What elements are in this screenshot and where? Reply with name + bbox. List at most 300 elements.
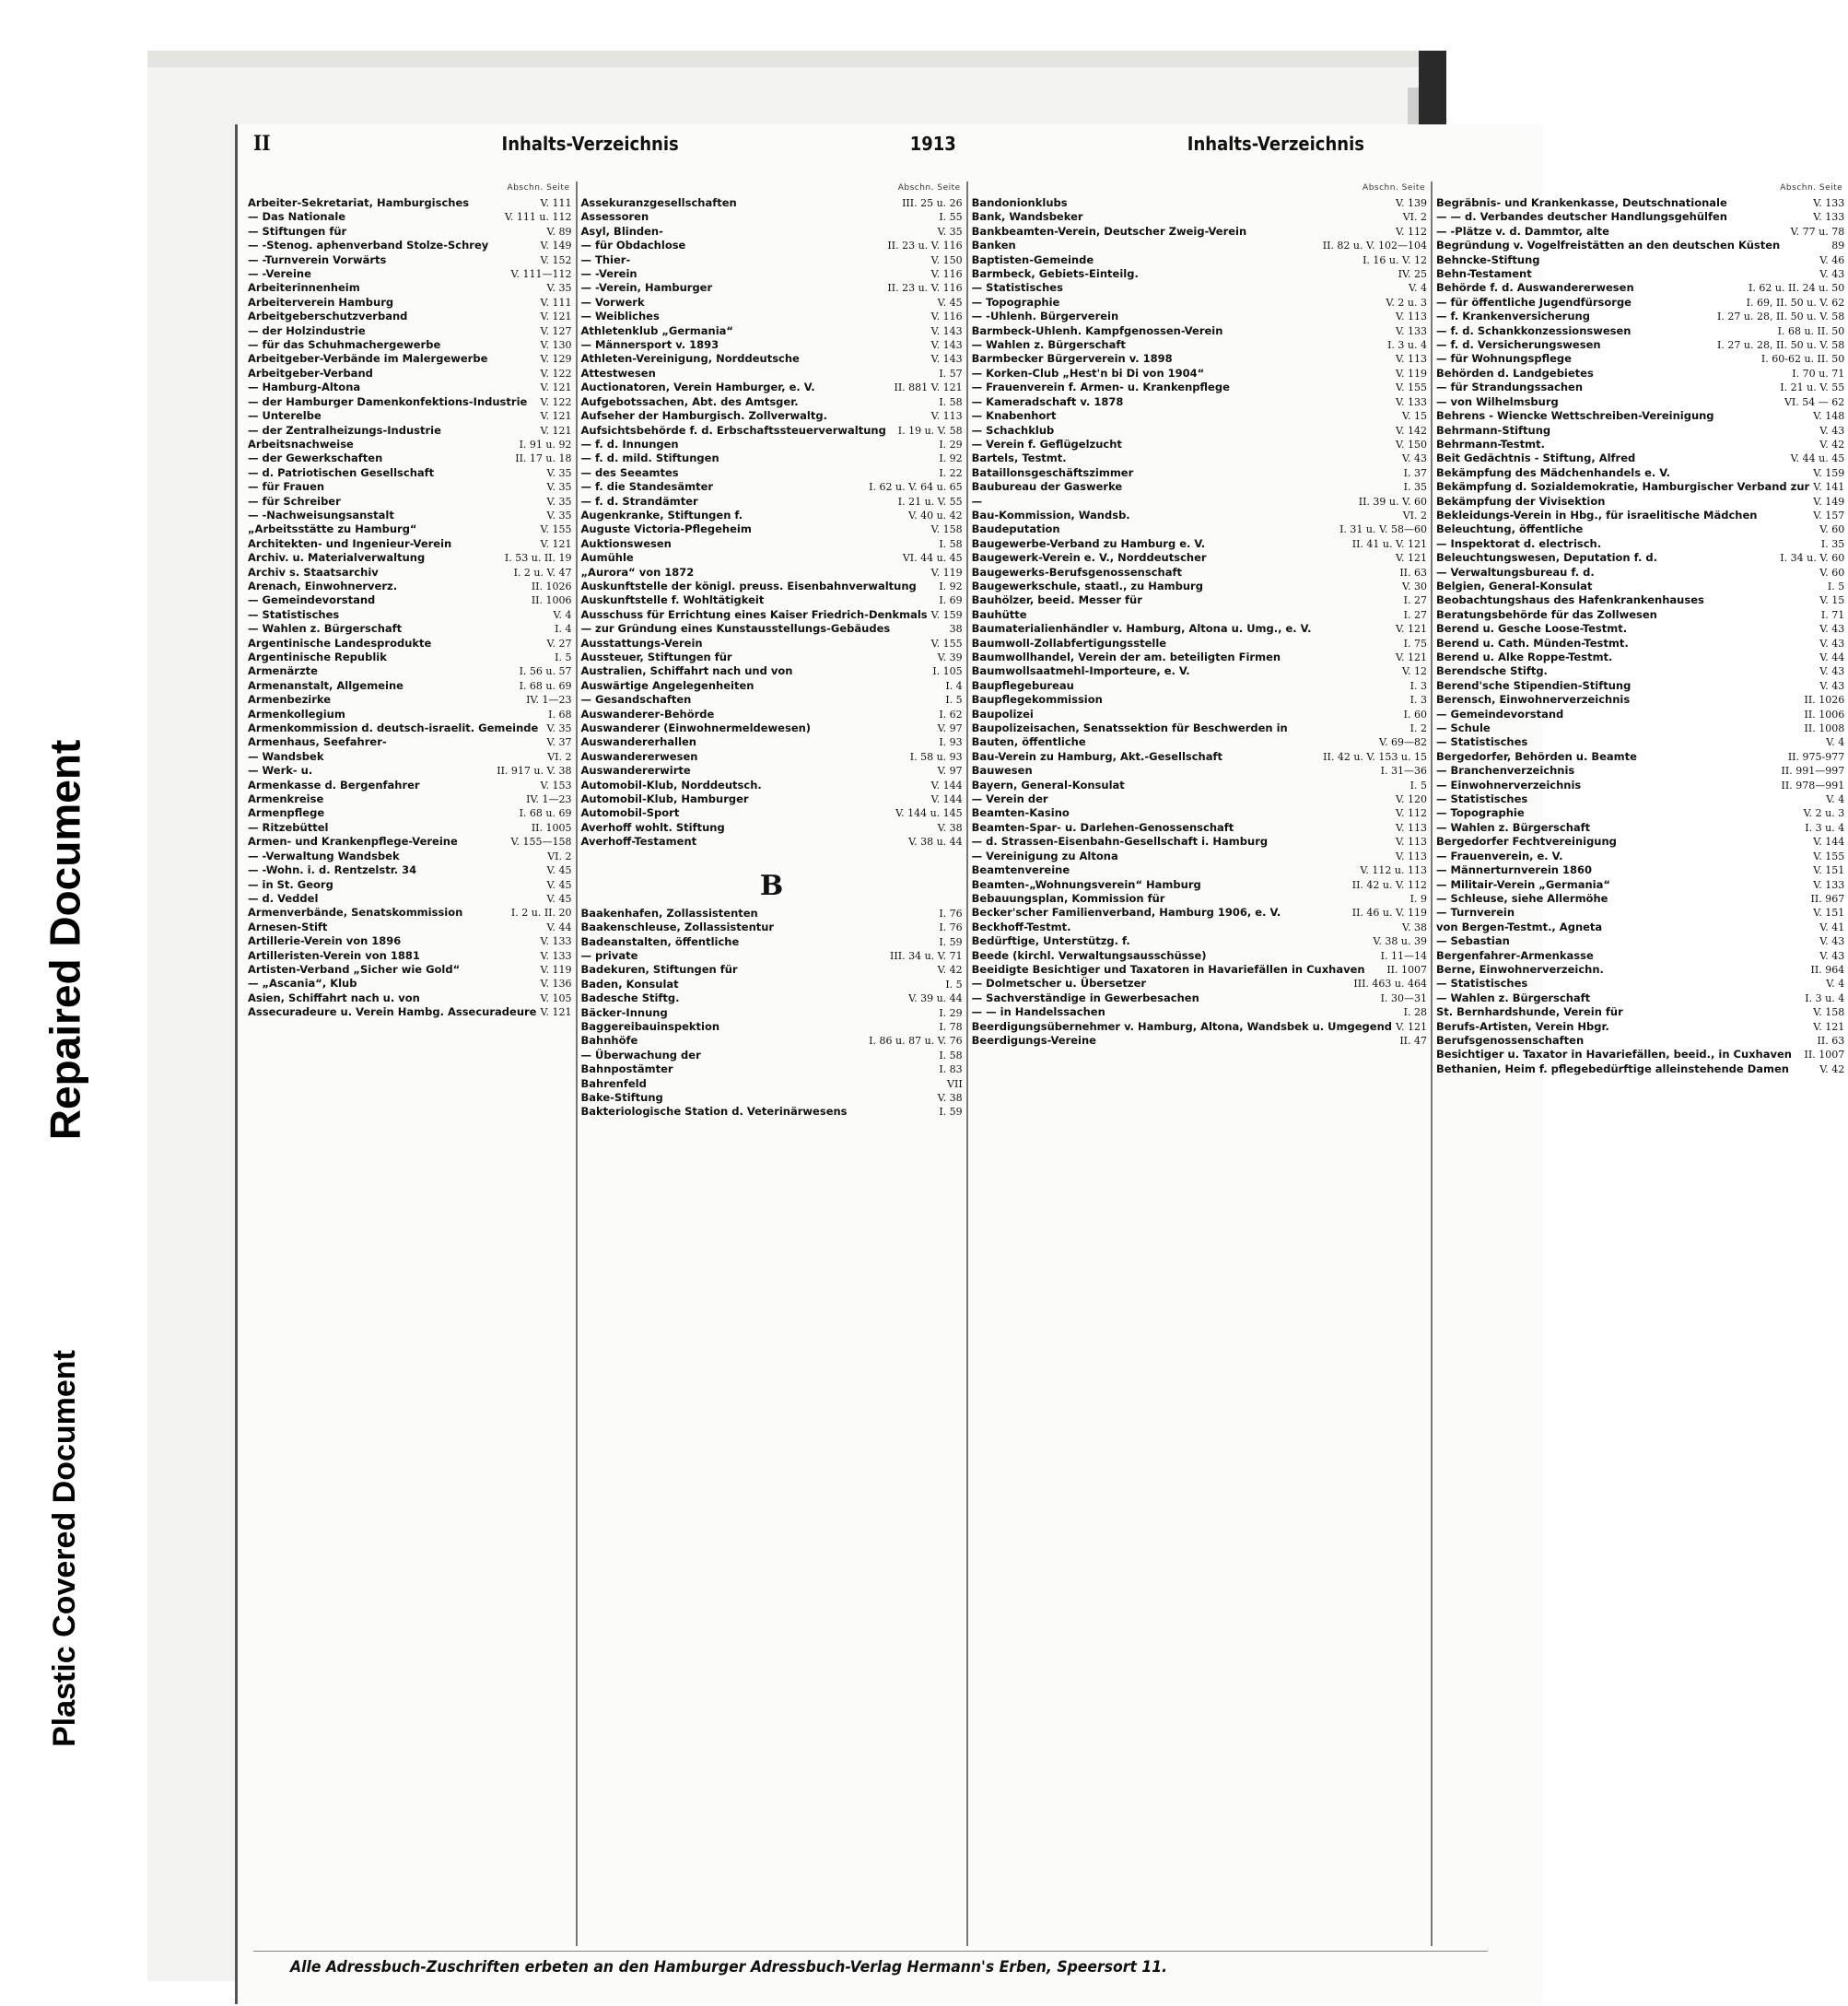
entry-reference: V. 39 (937, 651, 963, 663)
entry-term: Australien, Schiffahrt nach und von (580, 664, 793, 678)
page-number: II (253, 132, 271, 156)
entry-reference: V. 153 (540, 779, 572, 792)
index-entry (972, 281, 1427, 295)
entry-term: — Männersport v. 1893 (580, 338, 719, 352)
entry-reference: V. 43 (1819, 637, 1845, 650)
entry-reference: I. 57 (939, 367, 963, 380)
entry-reference: V. 143 (930, 324, 963, 337)
index-entry (1436, 480, 1844, 494)
entry-reference: V. 158 (1813, 1006, 1845, 1019)
entry-reference: V. 158 (930, 523, 963, 536)
entry-reference: V. 133 (1395, 395, 1427, 408)
entry-term: — Thier- (580, 252, 631, 266)
entry-term: — Inspektorat d. electrisch. (1436, 536, 1602, 550)
index-entry (581, 1020, 963, 1034)
entry-term: Armenverbände, Senatskommission (248, 906, 463, 920)
index-entry (1436, 225, 1844, 239)
entry-reference: V. 35 (937, 225, 963, 238)
index-entry (581, 367, 963, 381)
entry-reference: V. 69—82 (1378, 736, 1427, 749)
entry-reference: II. 1008 (1804, 722, 1845, 735)
entry-term: Aumühle (580, 551, 634, 565)
index-entry (1436, 949, 1844, 963)
entry-reference: I. 30—31 (1380, 991, 1427, 1004)
entry-reference: I. 5 (945, 978, 963, 991)
entry-term: — Korken-Club „Hest'n bi Di von 1904“ (971, 366, 1205, 380)
entry-reference: V. 4 (1826, 736, 1845, 749)
entry-term: Barmbecker Bürgerverein v. 1898 (971, 352, 1173, 366)
entry-reference: V. 121 (540, 1006, 572, 1019)
index-column-2 (578, 182, 968, 1946)
index-entry (1436, 438, 1844, 452)
index-entry (1436, 779, 1844, 792)
entry-term: Baggereibauinspektion (580, 1019, 720, 1033)
entry-reference: V. 144 (1813, 836, 1845, 849)
entry-term: Asien, Schiffahrt nach u. von (248, 991, 420, 1004)
entry-term: — f. d. Versicherungswesen (1436, 338, 1601, 352)
entry-term: Beit Gedächtnis - Stiftung, Alfred (1436, 452, 1636, 465)
entry-reference: V. 4 (1826, 978, 1845, 991)
entry-reference: II. 1006 (531, 594, 572, 607)
index-entry (581, 296, 963, 310)
index-column-3 (968, 182, 1433, 1946)
index-entry (1436, 310, 1844, 323)
entry-term: Banken (971, 239, 1016, 252)
entry-reference: II. 23 u. V. 116 (887, 240, 963, 252)
entry-reference: I. 68 u. 69 (519, 807, 572, 820)
entry-term: Behrmann-Stiftung (1436, 423, 1551, 437)
entry-reference: I. 69, II. 50 u. V. 62 (1746, 296, 1845, 309)
entry-reference: V. 116 (930, 268, 963, 281)
entry-term: Baugewerbe-Verband zu Hamburg e. V. (971, 536, 1206, 550)
entry-reference: V. 43 (1401, 452, 1427, 465)
entry-reference: V. 40 u. 42 (908, 509, 963, 522)
index-entry (581, 1006, 963, 1020)
entry-reference: V. 43 (1819, 268, 1845, 281)
entry-term: — d. Strassen-Eisenbahn-Gesellschaft i. Hamburg (971, 835, 1269, 849)
entry-term: — Weibliches (580, 310, 660, 323)
index-entry (581, 253, 963, 267)
index-entry (1436, 281, 1844, 295)
entry-reference: V. 45 (546, 864, 572, 877)
entry-term: Automobil-Klub, Norddeutsch. (580, 778, 762, 792)
index-entry (972, 651, 1427, 664)
index-entry (581, 1062, 963, 1076)
entry-reference: I. 56 u. 57 (519, 665, 572, 678)
entry-term: Behn-Testament (1436, 267, 1532, 281)
index-entry (972, 324, 1427, 338)
entry-reference: V. 112 u. 113 (1360, 864, 1427, 877)
entry-reference: I. 16 u. V. 12 (1363, 253, 1427, 266)
entry-term: Behrmann-Testmt. (1436, 437, 1545, 451)
entry-reference: II. 82 u. V. 102—104 (1322, 240, 1427, 252)
entry-term: Bauhütte (971, 607, 1027, 621)
entry-reference: V. 111—112 (510, 268, 572, 281)
index-entry (248, 196, 572, 210)
entry-term: — für Schreiber (248, 494, 341, 508)
entry-reference: V. 133 (1813, 878, 1845, 891)
entry-reference: V. 159 (1813, 466, 1845, 479)
entry-term: Artilleristen-Verein von 1881 (248, 948, 420, 962)
index-column-1 (244, 182, 578, 1946)
entry-reference: V. 15 (1819, 594, 1845, 607)
entry-reference: I. 70 u. 71 (1792, 367, 1845, 380)
entry-reference: VI. 44 u. 45 (902, 552, 963, 565)
entry-reference: I. 58 (939, 1049, 963, 1062)
page-header (253, 132, 1364, 169)
index-entry (1436, 622, 1844, 636)
index-entry (1436, 551, 1844, 565)
index-entry (581, 310, 963, 323)
entry-term: Beamten-„Wohnungsverein“ Hamburg (971, 877, 1201, 891)
entry-term: — Verein der (971, 792, 1048, 806)
entry-term: — -Turnverein Vorwärts (248, 252, 387, 266)
entry-term: — Statistisches (971, 281, 1063, 295)
index-entry (581, 963, 963, 977)
entry-term: — für Obdachlose (580, 239, 686, 252)
index-entry (972, 608, 1427, 622)
plastic-covered-text: Plastic Covered Document (46, 1349, 82, 1747)
entry-term: Auswanderer (Einwohnermeldewesen) (580, 721, 812, 735)
entry-reference: V. 149 (1813, 495, 1845, 508)
index-entry (581, 1034, 963, 1048)
index-entry (1436, 735, 1844, 749)
index-entry (581, 522, 963, 536)
entry-reference: V. 60 (1819, 523, 1845, 536)
index-entry (581, 792, 963, 806)
index-entry (1436, 921, 1844, 934)
entry-term: Armenkreise (248, 792, 324, 806)
index-entry (1436, 424, 1844, 438)
entry-term: Berufs-Artisten, Verein Hbgr. (1436, 1019, 1609, 1033)
index-entry (1436, 466, 1844, 480)
entry-reference: I. 68 u. II. 50 (1777, 324, 1845, 337)
entry-term: Auguste Victoria-Pflegeheim (580, 522, 752, 536)
entry-term: Averhoff wohlt. Stiftung (580, 820, 725, 834)
index-entry (1436, 963, 1844, 977)
entry-term: — Sebastian (1436, 934, 1510, 948)
entry-reference: V. 2 u. 3 (1386, 296, 1427, 309)
index-entry (972, 593, 1427, 607)
entry-term: — Frauenverein f. Armen- u. Krankenpflege (971, 381, 1230, 394)
index-entry (1436, 580, 1844, 593)
index-entry (581, 452, 963, 465)
entry-term: — Männerturnverein 1860 (1436, 863, 1593, 877)
entry-reference: V. 15 (1401, 410, 1427, 423)
entry-reference: IV. 25 (1398, 268, 1427, 281)
entry-term: — private (580, 948, 638, 962)
index-entry (972, 310, 1427, 323)
entry-term: Baakenschleuse, Zollassistentur (580, 921, 775, 934)
index-entry (972, 267, 1427, 281)
index-entry (581, 210, 963, 224)
entry-term: Bäcker-Innung (580, 1005, 668, 1019)
column-head: Abschn. Seite (1780, 183, 1843, 193)
entry-term: — Kameradschaft v. 1878 (971, 394, 1124, 408)
entry-term: Architekten- und Ingenieur-Verein (248, 536, 452, 550)
index-entry (581, 735, 963, 749)
entry-reference: V. 97 (937, 765, 963, 778)
entry-term: — f. d. mild. Stiftungen (580, 452, 719, 465)
entry-reference: V. 121 (540, 410, 572, 423)
entry-term: Arnesen-Stift (248, 920, 328, 933)
index-entry (581, 978, 963, 991)
index-entry (581, 679, 963, 693)
entry-term: — Statistisches (1436, 792, 1528, 806)
entry-reference: V. 155 (930, 637, 963, 650)
index-entry (248, 267, 572, 281)
index-entry (581, 409, 963, 423)
entry-term: Bergedorfer Fechtvereinigung (1436, 835, 1617, 849)
index-entry (581, 537, 963, 551)
index-entry (972, 537, 1427, 551)
entry-term: — Das Nationale (248, 210, 346, 224)
entry-reference: I. 2 u. II. 20 (510, 907, 572, 920)
index-entry (972, 878, 1427, 892)
index-entry (581, 352, 963, 366)
entry-term: Beckhoff-Testmt. (971, 920, 1071, 933)
entry-reference: I. 76 (939, 907, 963, 920)
index-entry (1436, 835, 1844, 849)
entry-reference: I. 19 u. V. 58 (897, 424, 963, 437)
entry-term: Beerdigungsübernehmer v. Hamburg, Altona, Wandsbek u. Umgegend (971, 1019, 1392, 1033)
entry-reference: V. 41 (1819, 921, 1845, 933)
entry-term: — Verein f. Geflügelzucht (971, 437, 1122, 451)
entry-reference: V. 155 (1813, 850, 1845, 862)
index-entry (581, 664, 963, 678)
entry-term: Baumwollhandel, Verein der am. beteiligten Firmen (971, 651, 1281, 663)
entry-reference: V. 113 (1395, 353, 1427, 366)
index-entry (581, 566, 963, 580)
entry-reference: II. 63 (1817, 1034, 1845, 1047)
index-entry (581, 480, 963, 494)
entry-reference: I. 59 (939, 935, 963, 948)
entry-reference: V. 27 (546, 637, 572, 650)
entry-reference: I. 75 (1403, 637, 1427, 650)
entry-reference: I. 5 (555, 651, 572, 663)
index-entry (1436, 239, 1844, 252)
index-entry (248, 409, 572, 423)
entry-reference: II. 1005 (531, 821, 572, 834)
entry-reference: V. 43 (1819, 935, 1845, 948)
index-entry (972, 395, 1427, 409)
index-entry (248, 991, 572, 1005)
index-entry (972, 580, 1427, 593)
entry-reference: I. 2 (1409, 722, 1427, 735)
entry-term: — Sachverständige in Gewerbesachen (971, 991, 1199, 1004)
index-entry (248, 509, 572, 522)
entry-reference: I. 92 (939, 580, 963, 592)
index-entry (248, 622, 572, 636)
entry-reference: V. 42 (1819, 1062, 1845, 1075)
entry-term: Bekämpfung des Mädchenhandels e. V. (1436, 465, 1671, 479)
entry-reference: V. 112 (1395, 225, 1427, 238)
entry-reference: V. 35 (546, 481, 572, 494)
entry-term: Aufgebotssachen, Abt. des Amtsger. (580, 394, 799, 408)
column-head: Abschn. Seite (507, 183, 570, 193)
entry-reference: V. 113 (1395, 821, 1427, 834)
index-entry (972, 466, 1427, 480)
entry-term: Baupolizei (971, 707, 1034, 721)
entry-term: Argentinische Landesprodukte (248, 636, 432, 650)
entry-reference: V. 155 (540, 523, 572, 536)
index-entry (972, 480, 1427, 494)
entry-term: Bergenfahrer-Armenkasse (1436, 948, 1594, 962)
entry-term: Archiv s. Staatsarchiv (248, 565, 379, 579)
index-entry (581, 338, 963, 352)
index-entry (581, 1077, 963, 1091)
section-letter: B (759, 869, 784, 902)
index-entry (972, 509, 1427, 522)
entry-reference: I. 28 (1403, 1006, 1427, 1019)
entry-reference: V. 143 (930, 353, 963, 366)
entry-reference: V. 35 (546, 509, 572, 522)
entry-reference: V. 121 (1395, 623, 1427, 636)
entry-reference: III. 463 u. 464 (1353, 978, 1427, 991)
entry-reference: V. 4 (1408, 282, 1427, 295)
index-entry (1436, 906, 1844, 920)
entry-term: — — in Handelssachen (971, 1005, 1105, 1019)
entry-reference: V. 119 (1395, 367, 1427, 380)
index-entry (581, 921, 963, 934)
index-entry (581, 1049, 963, 1062)
index-entry (248, 977, 572, 991)
entry-reference: V. 151 (1813, 864, 1845, 877)
index-entry (972, 779, 1427, 792)
entry-term: Beleuchtung, öffentliche (1436, 522, 1584, 536)
index-entry (972, 367, 1427, 381)
entry-term: Armenanstalt, Allgemeine (248, 678, 404, 692)
entry-term: Artisten-Verband „Sicher wie Gold“ (248, 962, 461, 976)
entry-reference: V. 133 (540, 949, 572, 962)
entry-reference: II. 1006 (1804, 708, 1845, 721)
entry-term: — Frauenverein, e. V. (1436, 849, 1563, 862)
index-entry (1436, 452, 1844, 465)
entry-term: Auswandererhallen (580, 735, 696, 749)
entry-term: — Statistisches (1436, 977, 1528, 991)
entry-reference: I. 3 (1409, 679, 1427, 692)
entry-reference: V. 119 (540, 963, 572, 976)
index-entry (581, 438, 963, 452)
entry-reference: 89 (1831, 240, 1845, 252)
entry-reference: I. 69 (939, 594, 963, 607)
entry-reference: V. 122 (540, 367, 572, 380)
page-footer (290, 1958, 1506, 1984)
index-entry (248, 225, 572, 239)
entry-reference: II. 17 u. 18 (515, 452, 572, 465)
index-entry (581, 324, 963, 338)
entry-reference: V. 121 (1395, 651, 1427, 663)
index-entry (972, 963, 1427, 977)
entry-reference: V. 150 (930, 253, 963, 266)
entry-reference: II. 41 u. V. 121 (1351, 537, 1427, 550)
index-entry (248, 735, 572, 749)
entry-reference: V. 113 (930, 410, 963, 423)
entry-term: Arbeiterverein Hamburg (248, 295, 394, 309)
entry-term: Auskunftstelle f. Wohltätigkeit (580, 593, 765, 607)
index-entry (581, 196, 963, 210)
entry-reference: V. 35 (546, 722, 572, 735)
entry-reference: V. 45 (546, 878, 572, 891)
entry-term: — für das Schuhmachergewerbe (248, 338, 441, 352)
entry-reference: I. 53 u. II. 19 (504, 552, 572, 565)
entry-reference: V. 148 (1813, 410, 1845, 423)
entry-term: — für Wohnungspflege (1436, 352, 1572, 366)
entry-term: — Militair-Verein „Germania“ (1436, 877, 1610, 891)
entry-reference: I. 4 (555, 623, 572, 636)
index-entry (972, 850, 1427, 863)
entry-term: — -Plätze v. d. Dammtor, alte (1436, 224, 1609, 238)
entry-term: — für Strandungssachen (1436, 381, 1584, 394)
entry-term: — Dolmetscher u. Übersetzer (971, 977, 1147, 991)
entry-term: Beede (kirchl. Verwaltungsausschüsse) (971, 948, 1207, 962)
entry-reference: I. 5 (1409, 779, 1427, 792)
entry-term: Ausschuss für Errichtung eines Kaiser Friedrich-Denkmals (580, 607, 928, 621)
entry-reference: II. 991—997 (1781, 765, 1845, 778)
index-entry (581, 907, 963, 921)
header-title-right: Inhalts-Verzeichnis (1187, 133, 1364, 155)
entry-term: Barmbeck-Uhlenh. Kampfgenossen-Verein (971, 323, 1223, 337)
entry-term: — Statistisches (1436, 735, 1528, 749)
entry-term: — von Wilhelmsburg (1436, 394, 1559, 408)
entry-term: Argentinische Republik (248, 651, 387, 663)
entry-term: Berend u. Gesche Loose-Testmt. (1436, 622, 1628, 636)
entry-reference: I. 55 (939, 211, 963, 224)
index-entry (248, 381, 572, 394)
entry-term: Automobil-Sport (580, 806, 680, 820)
index-entry (248, 934, 572, 948)
entry-reference: V. 38 u. 44 (908, 836, 963, 849)
entry-term: Berendsche Stiftg. (1436, 664, 1548, 678)
entry-term: Berend'sche Stipendien-Stiftung (1436, 678, 1632, 692)
index-entry (248, 466, 572, 480)
entry-reference: V. 120 (1395, 793, 1427, 806)
entry-term: Berend u. Cath. Münden-Testmt. (1436, 636, 1629, 650)
entry-reference: V. 43 (1819, 949, 1845, 962)
index-entry (581, 991, 963, 1005)
index-entry (972, 835, 1427, 849)
entry-reference: V. 39 u. 44 (908, 992, 963, 1005)
entry-reference: V. 105 (540, 991, 572, 1004)
index-entry (248, 792, 572, 806)
entry-term: Armenkollegium (248, 707, 345, 721)
index-entry (581, 779, 963, 792)
index-entry (248, 878, 572, 892)
entry-reference: I. 29 (939, 438, 963, 451)
scan-top-edge (147, 51, 1446, 67)
entry-term: — Wahlen z. Bürgerschaft (971, 338, 1126, 352)
entry-term: Arbeitgeberschutzverband (248, 310, 408, 323)
index-entry (581, 708, 963, 721)
entry-term: Besichtiger u. Taxator in Havariefällen, beeid., in Cuxhaven (1436, 1048, 1792, 1062)
entry-reference: I. 93 (939, 736, 963, 749)
entry-reference: I. 27 u. 28, II. 50 u. V. 58 (1717, 311, 1845, 323)
index-entry (248, 850, 572, 863)
entry-reference: I. 29 (939, 1006, 963, 1019)
entry-term: — f. d. Innungen (580, 437, 679, 451)
entry-term: — Turnverein (1436, 906, 1515, 920)
entry-term: — Überwachung der (580, 1048, 701, 1062)
footer-text: Alle Adressbuch-Zuschriften erbeten an den Hamburger Adressbuch-Verlag Hermann's Erben, Speersort 11. (290, 1958, 1168, 1977)
entry-reference: I. 34 u. V. 60 (1780, 552, 1845, 565)
entry-reference: V. 133 (540, 935, 572, 948)
entry-reference: V. 4 (553, 608, 572, 621)
entry-reference: I. 62 (939, 708, 963, 721)
entry-term: Attestwesen (580, 366, 656, 380)
document-page (235, 124, 1845, 2004)
entry-reference: V. 141 (1813, 481, 1845, 494)
entry-reference: II. 975-977 (1787, 750, 1845, 763)
